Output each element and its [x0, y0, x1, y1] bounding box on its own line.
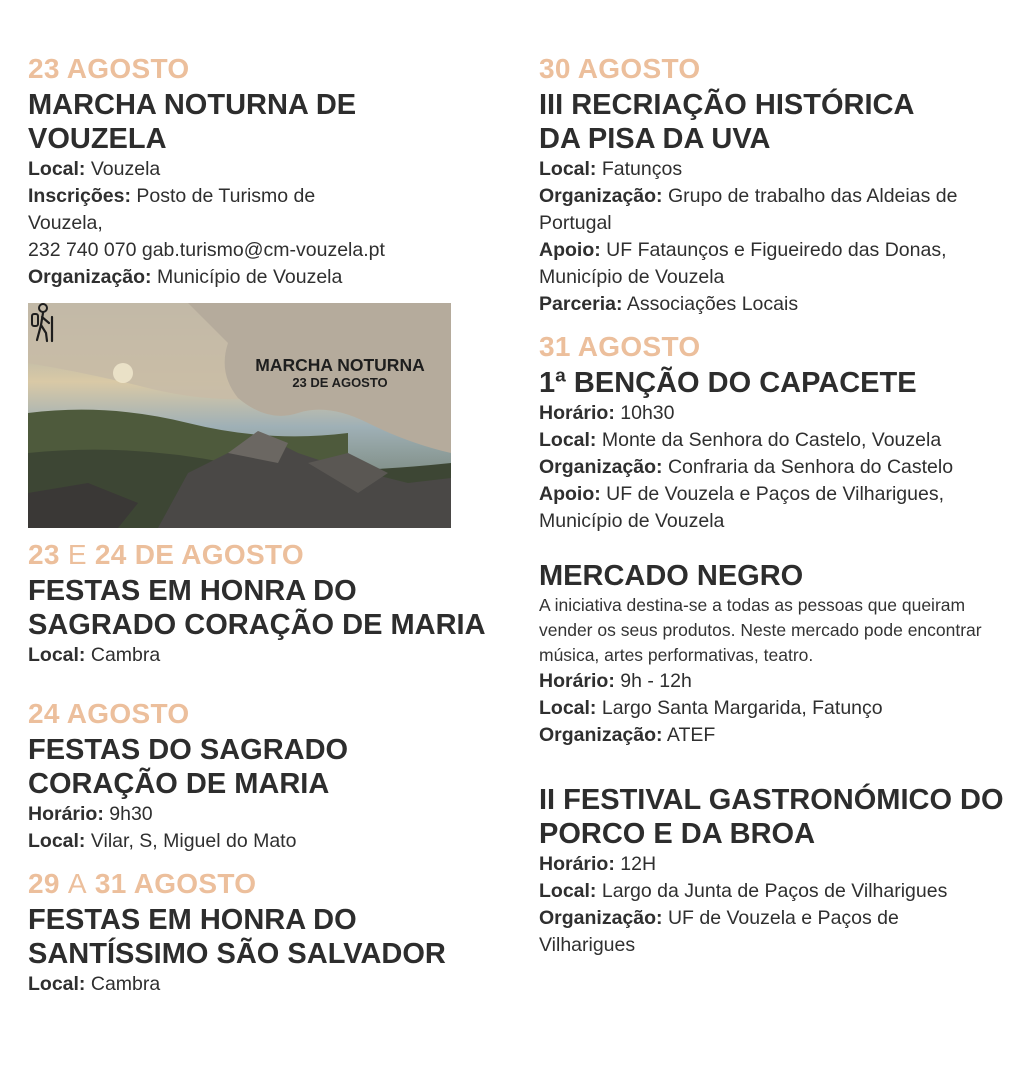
value: Posto de Turismo de Vouzela,	[28, 185, 316, 234]
event-title: III RECRIAÇÃO HISTÓRICA DA PISA DA UVA	[539, 89, 914, 155]
event-date: 31 AGOSTO	[539, 331, 701, 362]
value: UF de Vouzela e Paços de Vilharigues	[539, 907, 899, 956]
event-title: MARCHA NOTURNA DE VOUZELA	[28, 89, 357, 155]
label: Local:	[28, 830, 86, 852]
right-column	[539, 52, 1009, 959]
value: Cambra	[90, 973, 161, 995]
value: Vouzela	[90, 158, 161, 180]
event-mercado-negro	[539, 559, 1009, 749]
value: Largo Santa Margarida, Fatunço	[601, 697, 883, 719]
event-organizacao	[28, 264, 488, 291]
event-date	[28, 867, 488, 901]
event-horario	[539, 668, 1009, 695]
event-festas-sagrado-coracao	[28, 538, 488, 669]
label: Local:	[539, 880, 597, 902]
poster-date: 23 DE AGOSTO	[292, 375, 388, 390]
value: Grupo de trabalho das Aldeias de Portugal	[539, 185, 958, 234]
label: Organização:	[539, 907, 663, 929]
event-local	[28, 156, 488, 183]
label: Parceria:	[539, 293, 623, 315]
label: Organização:	[28, 266, 152, 288]
value: Vilar, S, Miguel do Mato	[90, 830, 297, 852]
date-connector: E	[67, 539, 87, 570]
event-date: 30 AGOSTO	[539, 53, 701, 84]
value: Associações Locais	[626, 293, 799, 315]
event-date	[28, 538, 488, 572]
landscape-illustration	[28, 303, 451, 528]
event-bencao-capacete	[539, 330, 1009, 535]
date-start: 23	[28, 539, 60, 570]
label: Local:	[28, 158, 86, 180]
event-local	[539, 878, 1009, 905]
event-title: FESTAS EM HONRA DO SANTÍSSIMO SÃO SALVADOR	[28, 904, 446, 970]
value: Cambra	[90, 644, 161, 666]
event-date: 24 AGOSTO	[28, 698, 190, 729]
event-horario	[539, 851, 1009, 878]
value: ATEF	[666, 724, 716, 746]
value: Confraria da Senhora do Castelo	[667, 456, 954, 478]
event-organizacao	[539, 183, 1009, 237]
hiker-icon	[28, 303, 58, 343]
value: 12H	[620, 853, 657, 875]
event-festival-gastronomico	[539, 783, 1009, 959]
event-date: 23 AGOSTO	[28, 53, 190, 84]
label: Horário:	[28, 803, 104, 825]
value: UF de Vouzela e Paços de Vilharigues, Município de Vouzela	[539, 483, 945, 532]
left-column	[28, 52, 488, 998]
event-local	[539, 427, 1009, 454]
value: Fatunços	[601, 158, 683, 180]
label: Organização:	[539, 185, 663, 207]
label: Local:	[539, 429, 597, 451]
event-festas-sao-salvador	[28, 867, 488, 998]
value: Município de Vouzela	[156, 266, 343, 288]
value: UF Fataunços e Figueiredo das Donas, Município de Vouzela	[539, 239, 947, 288]
event-local	[28, 971, 488, 998]
event-title: 1ª BENÇÃO DO CAPACETE	[539, 367, 917, 399]
value: 9h - 12h	[620, 670, 692, 692]
value: Largo da Junta de Paços de Vilharigues	[601, 880, 948, 902]
event-horario	[539, 400, 1009, 427]
label: Horário:	[539, 402, 615, 424]
event-local	[539, 156, 1009, 183]
event-festas-sagrado-coracao-2	[28, 697, 488, 855]
event-title: MERCADO NEGRO	[539, 560, 804, 592]
event-description: A iniciativa destina-se a todas as pessoas que queiram vender os seus produtos. Neste mercado pode encontrar música, artes performativas, teatro.	[539, 595, 982, 665]
event-organizacao	[539, 454, 1009, 481]
event-parceria	[539, 291, 1009, 318]
date-end: 31 AGOSTO	[94, 868, 257, 899]
label: Horário:	[539, 853, 615, 875]
event-contact: 232 740 070 gab.turismo@cm-vouzela.pt	[28, 239, 385, 261]
event-organizacao	[539, 722, 1009, 749]
event-title: FESTAS EM HONRA DO SAGRADO CORAÇÃO DE MARIA	[28, 575, 486, 641]
label: Apoio:	[539, 483, 601, 505]
event-local	[28, 828, 488, 855]
event-poster-image	[28, 303, 451, 528]
label: Apoio:	[539, 239, 601, 261]
value: 9h30	[109, 803, 153, 825]
event-organizacao	[539, 905, 959, 959]
date-start: 29	[28, 868, 60, 899]
label: Horário:	[539, 670, 615, 692]
value: Monte da Senhora do Castelo, Vouzela	[601, 429, 942, 451]
date-connector: A	[67, 868, 87, 899]
event-marcha-noturna	[28, 52, 488, 528]
event-inscricoes	[28, 183, 368, 237]
event-pisa-da-uva	[539, 52, 1009, 318]
label: Local:	[28, 973, 86, 995]
event-local	[539, 695, 1009, 722]
event-apoio	[539, 481, 1009, 535]
event-title: II FESTIVAL GASTRONÓMICO DO PORCO E DA BROA	[539, 784, 1004, 850]
label: Organização:	[539, 724, 663, 746]
event-horario	[28, 801, 488, 828]
label: Organização:	[539, 456, 663, 478]
label: Local:	[539, 697, 597, 719]
event-apoio	[539, 237, 1009, 291]
poster-title: MARCHA NOTURNA	[255, 355, 425, 375]
label: Local:	[28, 644, 86, 666]
date-end: 24 DE AGOSTO	[94, 539, 304, 570]
label: Local:	[539, 158, 597, 180]
value: 10h30	[620, 402, 675, 424]
label: Inscrições:	[28, 185, 131, 207]
event-title: FESTAS DO SAGRADO CORAÇÃO DE MARIA	[28, 734, 349, 800]
event-local	[28, 642, 488, 669]
